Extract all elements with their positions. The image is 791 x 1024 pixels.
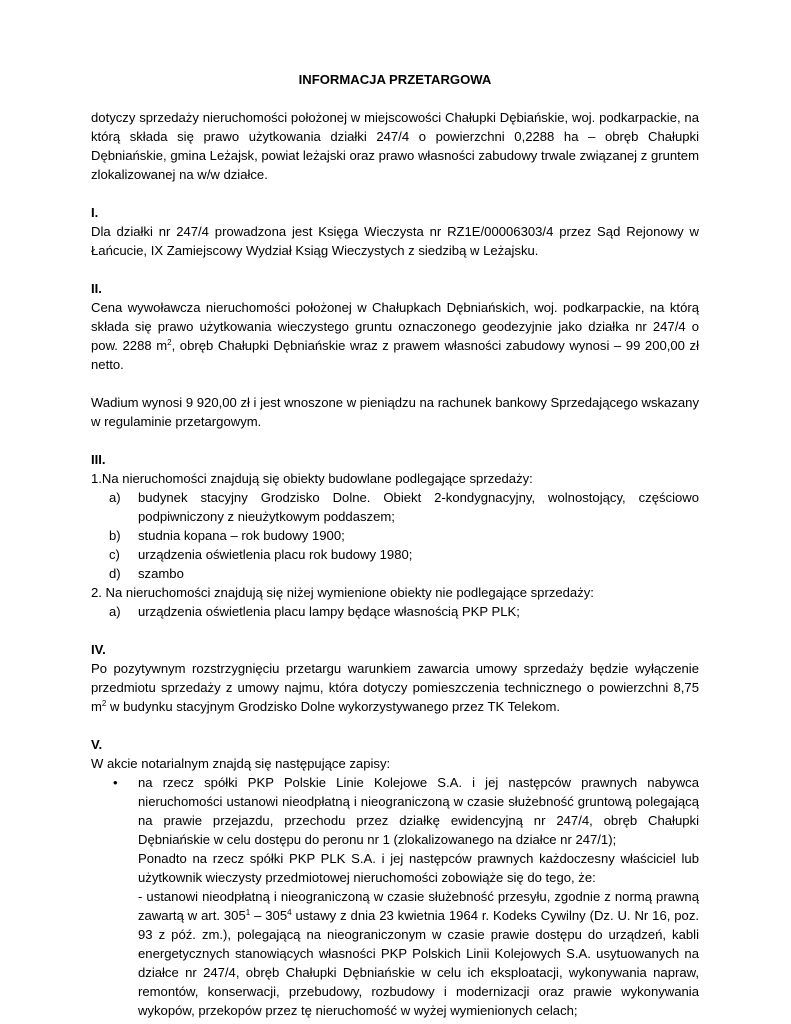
section-3-heading: III. <box>91 452 106 467</box>
list-item <box>91 526 699 545</box>
list-item <box>91 564 699 583</box>
list-marker: d) <box>109 566 121 581</box>
list-item-text: urządzenia oświetlenia placu rok budowy 1980; <box>138 547 413 562</box>
clause-transmission-text <box>138 887 699 1020</box>
intro-paragraph: dotyczy sprzedaży nieruchomości położonej w miejscowości Chałupki Dębiańskie, woj. podkarpackie, na którą składa się prawo użytkowania działki 247/4 o powierzchni 0,2288 ha – obręb Chałupki Dębniańskie, gmina Leżajsk, powiat leżajski oraz prawo własności zabudowy trwale związanej z gruntem zlokalizowanej na w/w działce. <box>91 110 699 182</box>
list-marker: a) <box>109 490 121 505</box>
list-marker: a) <box>109 604 121 619</box>
section-1-text: Dla działki nr 247/4 prowadzona jest Księga Wieczysta nr RZ1E/00006303/4 przez Sąd Rejonowy w Łańcucie, IX Zamiejscowy Wydział Ksiąg Wieczystych z siedzibą w Leżajsku. <box>91 224 699 258</box>
section-4-text-a: Po pozytywnym rozstrzygnięciu przetargu warunkiem zawarcia umowy sprzedaży będzie wyłączenie przedmiotu sprzedaży z umowy najmu, która dotyczy pomieszczenia technicznego o powierzchni 8,75 m <box>91 661 699 714</box>
for-sale-objects-list <box>91 488 699 583</box>
clause-transmission-a: - ustanowi nieodpłatną i nieograniczoną w czasie służebność przesyłu, zgodnie z normą prawną zawartą w art. 305 <box>138 889 699 923</box>
list-item <box>91 773 699 1020</box>
section-3-point-1: 1.Na nieruchomości znajdują się obiekty budowlane podlegające sprzedaży: <box>91 471 533 486</box>
section-4-text <box>91 659 699 716</box>
section-4-sup: 2 <box>101 699 107 708</box>
section-1-heading: I. <box>91 205 99 220</box>
clause-transmission-c: ustawy z dnia 23 kwietnia 1964 r. Kodeks Cywilny (Dz. U. Nr 16, poz. 93 z póź. zm.), polegającą na nieograniczonym w czasie prawie dostępu do urządzeń, kabli energetycznych stanowiących własności PKP Polskich Linii Kolejowych S.A. usytuowanych na działce nr 247/4, obręb Chałupki Dębniańskie w celu ich eksploatacji, wykonywania napraw, remontów, konserwacji, przebudowy, rozbudowy i modernizacji oraz prawie wykonywania wykopów, przekopów przez tę nieruchomość w wyżej wymienionych celach; <box>138 908 700 1018</box>
list-marker: b) <box>109 528 121 543</box>
section-5-intro: W akcie notarialnym znajdą się następujące zapisy: <box>91 756 391 771</box>
clause-obligation-text: Ponadto na rzecz spółki PKP PLK S.A. i jej następców prawnych każdoczesny właściciel lub użytkownik wieczysty przedmiotowej nieruchomości zobowiąże się do tego, że: <box>138 851 699 885</box>
clause-transmission-b: – 305 <box>250 908 288 923</box>
price-sup: 2 <box>167 338 172 347</box>
bullet-icon: • <box>113 775 118 790</box>
clause-sup-2: 4 <box>287 908 292 917</box>
not-for-sale-objects-list <box>91 602 699 621</box>
list-marker: c) <box>109 547 120 562</box>
price-text-b: , obręb Chałupki Dębniańskie wraz z prawem własności zabudowy wynosi – 99 200,00 zł netto. <box>91 338 699 372</box>
wadium-paragraph: Wadium wynosi 9 920,00 zł i jest wnoszone w pieniądzu na rachunek bankowy Sprzedającego wskazany w regulaminie przetargowym. <box>91 395 699 429</box>
section-2-heading: II. <box>91 281 102 296</box>
list-item-text: studnia kopana – rok budowy 1900; <box>138 528 345 543</box>
list-item-text: budynek stacyjny Grodzisko Dolne. Obiekt 2-kondygnacyjny, wolnostojący, częściowo podpiwniczony z nieużytkowym poddaszem; <box>138 490 699 524</box>
section-5-heading: V. <box>91 737 103 752</box>
list-item <box>91 545 699 564</box>
clause-easement-text: na rzecz spółki PKP Polskie Linie Kolejowe S.A. i jej następców prawnych nabywca nieruchomości ustanowi nieodpłatną i nieograniczoną w czasie służebność gruntową polegającą na prawie przejazdu, przechodu przez działkę ewidencyjną nr 247/4, obręb Chałupki Dębniańskie w celu dostępu do peronu nr 1 (zlokalizowanego na działce nr 247/1); <box>138 775 699 847</box>
section-2-price-paragraph <box>91 298 699 374</box>
list-item <box>91 488 699 526</box>
list-item-text: szambo <box>138 566 184 581</box>
price-text-a: Cena wywoławcza nieruchomości położonej w Chałupkach Dębniańskich, woj. podkarpackie, na którą składa się prawo użytkowania wieczystego gruntu oznaczonego geodezyjnie jako działka nr 247/4 o pow. 2288 m <box>91 300 699 353</box>
section-3-point-2: 2. Na nieruchomości znajdują się niżej wymienione obiekty nie podlegające sprzedaży: <box>91 585 594 600</box>
list-item <box>91 602 699 621</box>
notarial-clauses-list <box>91 773 699 1020</box>
section-4-text-b: w budynku stacyjnym Grodzisko Dolne wykorzystywanego przez TK Telekom. <box>106 699 560 714</box>
section-4-heading: IV. <box>91 642 106 657</box>
page-title: INFORMACJA PRZETARGOWA <box>298 72 492 87</box>
clause-sup-1: 1 <box>245 908 251 917</box>
list-item-text: urządzenia oświetlenia placu lampy będące własnością PKP PLK; <box>138 604 520 619</box>
